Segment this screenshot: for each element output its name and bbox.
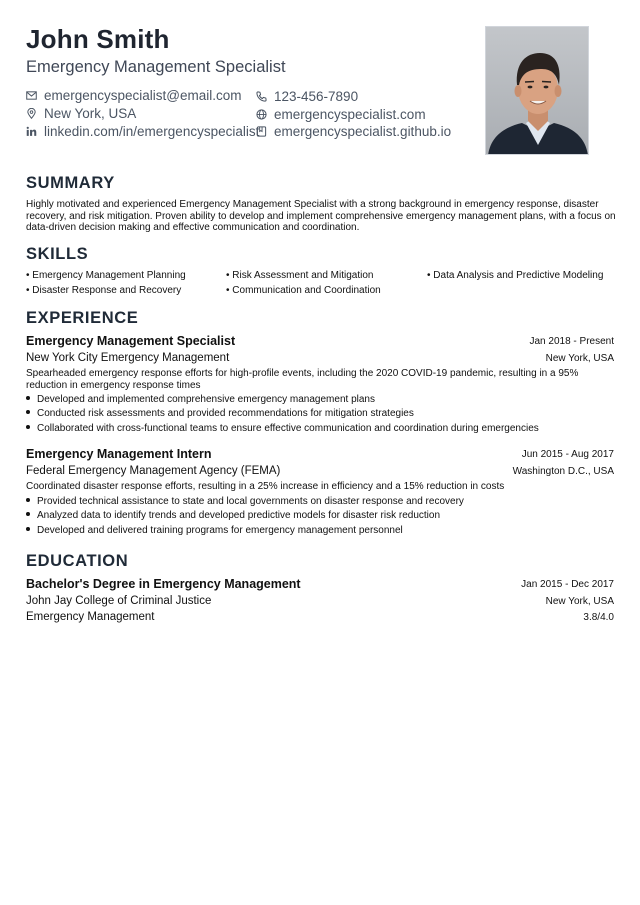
contact-location: [26, 106, 136, 121]
education-school: John Jay College of Criminal Justice: [26, 595, 212, 607]
globe-icon: [256, 109, 272, 120]
summary-heading: SUMMARY: [26, 174, 115, 192]
job-organization: Federal Emergency Management Agency (FEMA): [26, 465, 281, 477]
phone-text: 123-456-7890: [274, 89, 359, 104]
location-text: New York, USA: [44, 106, 137, 121]
phone-icon: [256, 91, 272, 102]
github-text: emergencyspecialist.github.io: [274, 124, 452, 139]
job-bullet: Developed and delivered training programs for emergency management personnel: [26, 525, 403, 536]
education-location: New York, USA: [545, 596, 614, 607]
contact-website[interactable]: [256, 107, 426, 122]
map-pin-icon: [26, 108, 42, 119]
job-location: New York, USA: [545, 353, 614, 364]
job-bullet: Developed and implemented comprehensive emergency management plans: [26, 394, 375, 405]
education-field: Emergency Management: [26, 611, 155, 623]
summary-text: Highly motivated and experienced Emergency Management Specialist with a strong background in emergency response, disaster recovery, and risk mitigation. Proven ability to develop and implement comprehensive emergency management plans, with a focus on data-driven decision making and effective communication and coordination.: [26, 199, 616, 234]
bookmark-icon: [256, 126, 272, 137]
skill-item: • Emergency Management Planning: [26, 270, 186, 281]
skill-item: • Risk Assessment and Mitigation: [226, 270, 374, 281]
job-bullet: Conducted risk assessments and provided recommendations for mitigation strategies: [26, 408, 414, 419]
contact-phone[interactable]: [256, 89, 358, 104]
skill-item: • Disaster Response and Recovery: [26, 285, 182, 296]
linkedin-icon: [26, 126, 42, 137]
contact-github[interactable]: [256, 124, 451, 139]
job-title: Emergency Management Specialist: [26, 334, 236, 348]
skills-heading: SKILLS: [26, 245, 89, 263]
linkedin-text: linkedin.com/in/emergencyspecialist: [44, 124, 260, 139]
contact-email[interactable]: [26, 88, 242, 103]
contact-linkedin[interactable]: [26, 124, 259, 139]
education-gpa: 3.8/4.0: [583, 612, 614, 623]
job-title: Emergency Management Intern: [26, 447, 212, 461]
mail-icon: [26, 90, 42, 101]
job-dates: Jan 2018 - Present: [529, 336, 614, 347]
job-dates: Jun 2015 - Aug 2017: [521, 449, 614, 460]
job-location: Washington D.C., USA: [512, 466, 614, 477]
skill-item: • Data Analysis and Predictive Modeling: [427, 270, 604, 281]
education-degree: Bachelor's Degree in Emergency Management: [26, 577, 301, 591]
profile-photo: [485, 26, 589, 155]
job-bullet: Provided technical assistance to state and local governments on disaster response and recovery: [26, 496, 464, 507]
job-description: Coordinated disaster response efforts, resulting in a 25% increase in efficiency and a 15% reduction in costs: [26, 481, 505, 492]
skill-item: • Communication and Coordination: [226, 285, 381, 296]
job-description: Spearheaded emergency response efforts for high-profile events, including the 2020 COVID-19 pandemic, resulting in a 95% reduction in emergency response times: [26, 368, 579, 391]
candidate-name: John Smith: [26, 24, 170, 54]
candidate-role: Emergency Management Specialist: [26, 58, 286, 76]
website-text: emergencyspecialist.com: [274, 107, 426, 122]
education-heading: EDUCATION: [26, 552, 129, 570]
education-dates: Jan 2015 - Dec 2017: [521, 579, 614, 590]
job-bullet: Collaborated with cross-functional teams to ensure effective communication and coordination during emergencies: [26, 423, 539, 434]
email-text: emergencyspecialist@email.com: [44, 88, 242, 103]
experience-heading: EXPERIENCE: [26, 309, 139, 327]
job-bullet: Analyzed data to identify trends and developed predictive models for disaster risk reduction: [26, 510, 440, 521]
job-organization: New York City Emergency Management: [26, 352, 230, 364]
